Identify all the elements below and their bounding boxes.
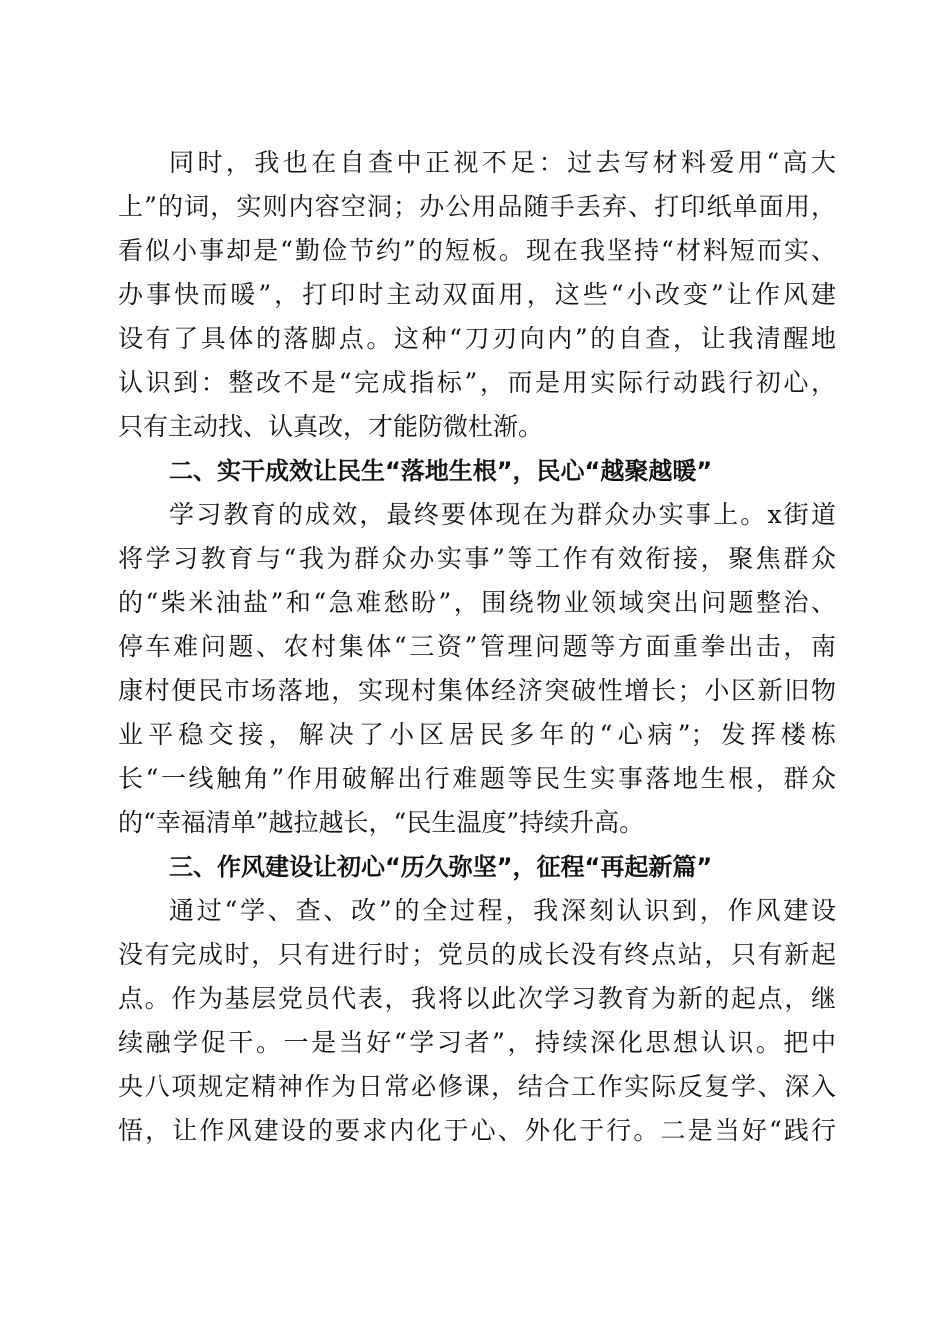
paragraph-2-line-1: 学习教育的成效，最终要体现在为群众办实事上。x街道 (169, 500, 836, 529)
paragraph-2-line-4: 停车难问题、农村集体“三资”管理问题等方面重拳出击，南 (118, 632, 836, 661)
paragraph-3-line-5: 央八项规定精神作为日常必修课，结合工作实际反复学、深入 (118, 1072, 836, 1101)
paragraph-3-line-1: 通过“学、查、改”的全过程，我深刻认识到，作风建设 (169, 896, 836, 925)
paragraph-1-line-1: 同时，我也在自查中正视不足：过去写材料爱用“高大 (169, 148, 836, 177)
paragraph-2-line-7: 长“一线触角”作用破解出行难题等民生实事落地生根，群众 (118, 764, 836, 793)
paragraph-1-line-7: 只有主动找、认真改，才能防微杜渐。 (118, 412, 544, 441)
paragraph-1-line-2: 上”的词，实则内容空洞；办公用品随手丢弃、打印纸单面用， (118, 192, 836, 221)
paragraph-3-line-6: 悟，让作风建设的要求内化于心、外化于行。二是当好“践行 (118, 1116, 836, 1145)
paragraph-3-line-3: 点。作为基层党员代表，我将以此次学习教育为新的起点，继 (118, 984, 836, 1013)
paragraph-2-line-3: 的“柴米油盐”和“急难愁盼”，围绕物业领域突出问题整治、 (118, 588, 836, 617)
paragraph-3-line-2: 没有完成时，只有进行时；党员的成长没有终点站，只有新起 (118, 940, 836, 969)
section-heading-2: 二、实干成效让民生“落地生根”，民心“越聚越暖” (169, 457, 713, 485)
paragraph-1-line-6: 认识到：整改不是“完成指标”，而是用实际行动践行初心， (118, 368, 836, 397)
paragraph-2-line-6: 业平稳交接，解决了小区居民多年的“心病”；发挥楼栋 (118, 720, 836, 749)
paragraph-1-line-4: 办事快而暖”，打印时主动双面用，这些“小改变”让作风建 (118, 280, 836, 309)
paragraph-2-line-5: 康村便民市场落地，实现村集体经济突破性增长；小区新旧物 (118, 676, 836, 705)
section-heading-3: 三、作风建设让初心“历久弥坚”，征程“再起新篇” (169, 853, 713, 881)
paragraph-1-line-3: 看似小事却是“勤俭节约”的短板。现在我坚持“材料短而实、 (118, 236, 836, 265)
paragraph-2-line-8: 的“幸福清单”越拉越长，“民生温度”持续升高。 (118, 808, 645, 837)
paragraph-1-line-5: 设有了具体的落脚点。这种“刀刃向内”的自查，让我清醒地 (118, 324, 836, 353)
paragraph-3-line-4: 续融学促干。一是当好“学习者”，持续深化思想认识。把中 (118, 1028, 836, 1057)
paragraph-2-line-2: 将学习教育与“我为群众办实事”等工作有效衔接，聚焦群众 (118, 544, 836, 573)
